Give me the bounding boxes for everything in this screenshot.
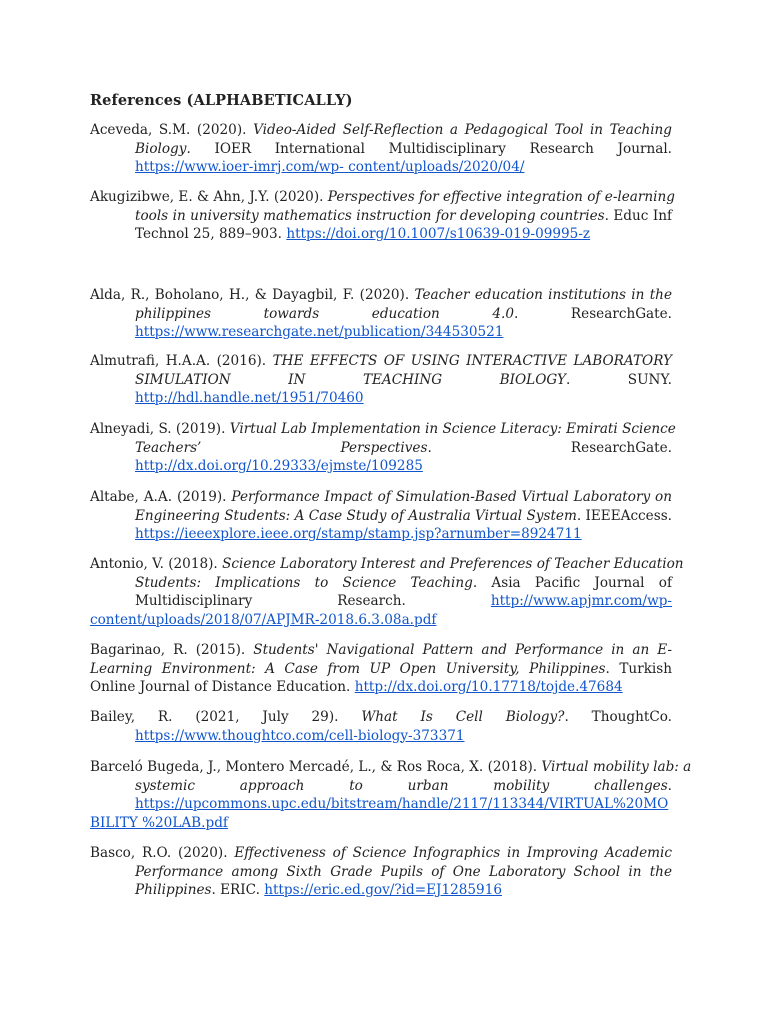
reference-entry: [90, 420, 676, 476]
reference-line: [90, 641, 672, 660]
reference-text: Multidisciplinary Research.: [135, 593, 491, 610]
reference-line: [90, 305, 672, 324]
reference-line: [90, 439, 672, 458]
reference-line: [90, 777, 672, 796]
reference-title: Biology: [135, 140, 187, 157]
reference-title: Philippines: [135, 882, 212, 899]
reference-link[interactable]: https://doi.org/10.1007/s10639-019-09995-z: [286, 226, 591, 243]
reference-link[interactable]: content/uploads/2018/07/APJMR-2018.6.3.08a.pdf: [90, 611, 437, 628]
reference-text: . Asia Pacific Journal of: [472, 574, 672, 591]
reference-line: [90, 352, 672, 371]
reference-text: Aceveda, S.M. (2020).: [90, 122, 254, 138]
reference-line: [90, 207, 672, 226]
reference-line: [90, 140, 672, 159]
reference-text: . IOER International Multidisciplinary Research Journal.: [186, 140, 672, 157]
reference-line: [90, 488, 672, 507]
reference-entry: [90, 641, 672, 697]
reference-text: Alda, R., Boholano, H., & Dayagbil, F. (2020).: [90, 287, 415, 303]
reference-line: [90, 121, 672, 140]
reference-text: . ThoughtCo.: [564, 709, 672, 725]
reference-link[interactable]: https://www.ioer-imrj.com/wp- content/uploads/2020/04/: [135, 159, 525, 176]
reference-text: Altabe, A.A. (2019).: [90, 489, 232, 505]
reference-line: [90, 389, 672, 408]
reference-line: [90, 708, 672, 727]
reference-text: . IEEEAccess.: [576, 507, 672, 524]
reference-text: . ERIC.: [211, 882, 265, 899]
reference-line: [90, 660, 672, 679]
reference-text: Alneyadi, S. (2019).: [90, 421, 230, 437]
reference-line: [90, 420, 676, 439]
reference-title: SIMULATION IN TEACHING BIOLOGY: [135, 371, 566, 388]
page-heading: References (ALPHABETICALLY): [90, 92, 353, 109]
reference-title: Perspectives for effective integration of e-learning: [327, 189, 675, 205]
reference-line: [90, 286, 672, 305]
reference-title: Effectiveness of Science Infographics in Improving Academic: [234, 845, 672, 861]
reference-line: [90, 555, 684, 574]
reference-line: [90, 323, 672, 342]
reference-entry: [90, 488, 672, 544]
reference-link[interactable]: BILITY %20LAB.pdf: [90, 814, 228, 831]
reference-text: Bagarinao, R. (2015).: [90, 642, 254, 658]
reference-text: Antonio, V. (2018).: [90, 556, 223, 572]
reference-text: Barceló Bugeda, J., Montero Mercadé, L., & Ros Roca, X. (2018).: [90, 759, 542, 775]
reference-text: Almutrafi, H.A.A. (2016).: [90, 353, 273, 369]
reference-line: [90, 188, 675, 207]
reference-title: Performance Impact of Simulation-Based Virtual Laboratory on: [231, 489, 672, 505]
reference-title: Video-Aided Self-Reflection a Pedagogical Tool in Teaching: [253, 122, 673, 138]
reference-title: Engineering Students: A Case Study of Australia Virtual System: [135, 507, 577, 524]
reference-line: [90, 758, 692, 777]
reference-entry: [90, 121, 672, 177]
reference-title: Students: Implications to Science Teaching: [135, 574, 473, 591]
reference-line: [90, 814, 672, 833]
reference-title: Performance among Sixth Grade Pupils of One Laboratory School in the: [135, 863, 672, 880]
reference-line: [90, 592, 672, 611]
reference-text: . Educ Inf: [604, 207, 672, 224]
reference-title: tools in university mathematics instruction for developing countries: [135, 207, 605, 224]
reference-text: . Turkish: [605, 660, 673, 677]
reference-entry: [90, 758, 692, 832]
reference-entry: [90, 352, 672, 408]
reference-line: [90, 525, 672, 544]
reference-entry: [90, 844, 672, 900]
reference-link[interactable]: http://www.apjmr.com/wp-: [490, 593, 672, 610]
reference-link[interactable]: https://www.researchgate.net/publication/344530521: [135, 324, 504, 341]
reference-text: Basco, R.O. (2020).: [90, 845, 235, 861]
reference-text: Bailey, R. (2021, July 29).: [90, 709, 362, 725]
reference-line: [90, 727, 672, 746]
reference-link[interactable]: http://dx.doi.org/10.29333/ejmste/109285: [135, 458, 423, 475]
reference-line: [90, 507, 672, 526]
reference-line: [90, 225, 672, 244]
reference-title: What Is Cell Biology?: [361, 709, 565, 725]
reference-title: Virtual mobility lab: a: [541, 759, 692, 775]
reference-line: [90, 158, 672, 177]
reference-title: Teachers’ Perspectives: [135, 439, 428, 456]
reference-text: Online Journal of Distance Education.: [90, 679, 355, 696]
reference-text: Technol 25, 889–903.: [135, 226, 287, 243]
reference-link[interactable]: https://upcommons.upc.edu/bitstream/handle/2117/113344/VIRTUAL%20MO: [135, 796, 669, 813]
reference-text: . SUNY.: [565, 371, 672, 388]
reference-link[interactable]: https://www.thoughtco.com/cell-biology-373371: [135, 727, 465, 744]
reference-text: . ResearchGate.: [427, 439, 672, 456]
reference-line: [90, 844, 672, 863]
reference-line: [90, 863, 672, 882]
reference-text: . ResearchGate.: [514, 305, 672, 322]
reference-line: [90, 457, 672, 476]
reference-line: [90, 611, 672, 630]
reference-line: [90, 795, 672, 814]
reference-link[interactable]: http://hdl.handle.net/1951/70460: [135, 390, 364, 407]
reference-link[interactable]: https://eric.ed.gov/?id=EJ1285916: [264, 882, 502, 899]
reference-link[interactable]: http://dx.doi.org/10.17718/tojde.47684: [354, 679, 623, 696]
reference-link[interactable]: https://ieeexplore.ieee.org/stamp/stamp.jsp?arnumber=8924711: [135, 526, 582, 543]
reference-title: Science Laboratory Interest and Preferences of Teacher Education: [222, 556, 684, 572]
reference-title: Learning Environment: A Case from UP Open University, Philippines: [90, 660, 606, 677]
reference-title: Virtual Lab Implementation in Science Literacy: Emirati Science: [229, 421, 676, 437]
reference-entry: [90, 708, 672, 745]
reference-title: systemic approach to urban mobility challenges: [135, 777, 668, 794]
reference-line: [90, 678, 672, 697]
reference-title: Teacher education institutions in the: [414, 287, 672, 303]
reference-entry: [90, 286, 672, 342]
reference-entry: [90, 188, 675, 244]
reference-text: .: [667, 777, 672, 794]
reference-title: philippines towards education 4.0: [135, 305, 514, 322]
reference-entry: [90, 555, 684, 629]
reference-text: Akugizibwe, E. & Ahn, J.Y. (2020).: [90, 189, 328, 205]
reference-title: THE EFFECTS OF USING INTERACTIVE LABORATORY: [272, 353, 672, 369]
reference-line: [90, 881, 672, 900]
reference-line: [90, 371, 672, 390]
reference-title: Students' Navigational Pattern and Performance in an E-: [253, 642, 672, 658]
reference-line: [90, 574, 672, 593]
